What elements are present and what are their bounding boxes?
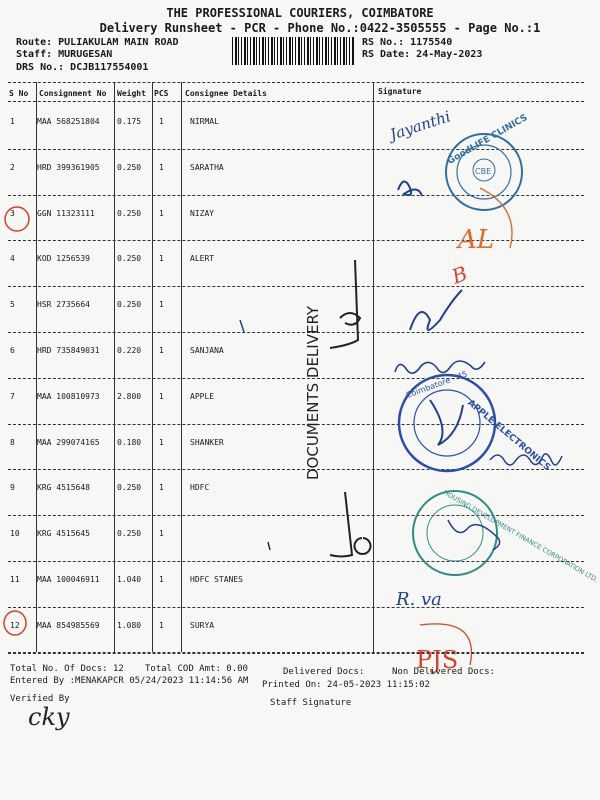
company-title: THE PROFESSIONAL COURIERS, COIMBATORE [166,6,434,20]
bracket-mark-bottom [330,492,371,557]
total-cod: Total COD Amt: 0.00 [145,664,248,674]
col-header-pcs: PCS [154,89,169,98]
pen-mark [240,320,244,332]
signature-row5 [410,290,462,330]
table-bottom-rule [8,652,584,653]
entered-by: Entered By :MENAKAPCR 05/24/2023 11:14:56 AM [10,676,249,686]
row-weight: 1.040 [117,575,142,584]
staff-label: Staff: MURUGESAN [16,49,113,60]
row-consignee: SURYA [190,620,215,630]
row-pcs: 1 [159,346,164,355]
row-consignment-no: GGN 11323111 [37,208,95,218]
row-weight: 0.250 [117,254,142,264]
row-weight: 0.250 [117,300,142,310]
row-pcs: 1 [159,208,164,218]
verified-signature: cky [28,703,70,731]
apple-stamp-city: Coimbatore - 45 [404,369,469,401]
row-sno: 1 [10,117,15,126]
row-consignment-no: MAA 299074165 [37,437,100,447]
row-sno: 4 [10,254,15,264]
delivered-docs: Delivered Docs: [283,667,365,677]
col-header-sno: S No [9,89,29,98]
row-weight: 0.250 [117,162,142,172]
signature-row11: R. va [396,589,442,610]
row-sno: 12 [10,620,20,630]
route-label: Route: PULIAKULAM MAIN ROAD [16,37,179,48]
verified-by-label: Verified By [10,694,70,704]
row-pcs: 1 [159,437,164,447]
goodlife-stamp-center: CBE [475,167,492,176]
row3-orange-mark: AL [458,225,495,255]
row-sno: 6 [10,346,15,355]
goodlife-stamp [446,113,529,210]
row12-circle-mark [4,611,26,635]
rs-date: RS Date: 24-May-2023 [362,49,483,60]
signature-row6 [395,361,485,373]
staff-signature-label: Staff Signature [270,698,352,708]
row3-circle-mark [5,207,29,231]
row-sno: 8 [10,437,15,447]
row-consignee: SANJANA [190,346,224,355]
row-consignee: SHANKER [190,437,224,447]
row-consignment-no: HRD 735849031 [37,346,100,355]
row-consignment-no: HSR 2735664 [37,300,90,310]
row-sno: 7 [10,391,15,401]
row-weight: 0.220 [117,346,142,355]
row-consignment-no: MAA 100810973 [37,391,100,401]
row-pcs: 1 [159,254,164,264]
row-consignment-no: MAA 568251804 [37,117,100,126]
signature-row8 [490,454,562,465]
pen-mark [268,542,270,550]
row-consignment-no: HRD 399361905 [37,162,100,172]
col-header-details: Consignee Details [185,89,267,98]
row-weight: 0.250 [117,529,142,539]
row-weight: 0.250 [117,483,142,493]
housing-stamp-text: HOUSING DEVELOPMENT FINANCE CORPORATION LTD. [442,488,600,585]
row-consignee: APPLE [190,391,215,401]
bracket-mark-top [330,260,360,348]
row12-red-mark: PJS [416,646,459,674]
housing-stamp [413,489,599,584]
row-weight: 0.250 [117,208,142,218]
row4-red-mark: B [448,261,471,289]
row-consignment-no: KRG 4515645 [37,529,90,539]
row-pcs: 1 [159,300,164,310]
signature-row2 [398,181,422,196]
row-consignment-no: KRG 4515648 [37,483,90,493]
row-pcs: 1 [159,391,164,401]
row-consignee: NIZAY [190,208,215,218]
signature-row1: Jayanthi [387,107,453,144]
row-sno: 2 [10,162,15,172]
documents-delivery-stamp: DOCUMENTS DELIVERY [304,305,322,480]
row-weight: 2.800 [117,391,142,401]
row-consignee: ALERT [190,254,215,264]
row-consignee: SARATHA [190,162,224,172]
drs-number: DRS No.: DCJB117554001 [16,62,149,73]
row-pcs: 1 [159,117,164,126]
row-consignee: HDFC [190,483,210,493]
row-pcs: 1 [159,575,164,584]
col-header-consignment: Consignment No [39,89,107,98]
row-weight: 1.080 [117,620,142,630]
row-weight: 0.180 [117,437,142,447]
row-sno: 5 [10,300,15,310]
row-pcs: 1 [159,162,164,172]
col-header-signature: Signature [378,87,422,96]
row-sno: 9 [10,483,15,493]
row-consignment-no: MAA 100046911 [37,575,100,584]
row-sno: 11 [10,575,20,584]
row-pcs: 1 [159,529,164,539]
row-weight: 0.175 [117,117,142,126]
row-pcs: 1 [159,483,164,493]
rs-number: RS No.: 1175540 [362,37,453,48]
row-consignee: NIRMAL [190,117,219,126]
row-sno: 10 [10,529,20,539]
row-pcs: 1 [159,620,164,630]
row-sno: 3 [10,208,15,218]
apple-stamp-name: APPLE ELECTRONICS [465,398,552,474]
runsheet-title: Delivery Runsheet - PCR - Phone No.:0422-3505555 - Page No.:1 [99,21,541,35]
goodlife-stamp-text: GoodLIFE CLINICS [445,112,530,167]
row-consignment-no: MAA 854985569 [37,620,100,630]
non-delivered-docs: Non Delivered Docs: [392,667,495,677]
total-docs: Total No. Of Docs: 12 [10,664,124,674]
row-consignment-no: KOD 1256539 [37,254,90,264]
col-header-weight: Weight [117,89,146,98]
printed-on: Printed On: 24-05-2023 11:15:02 [262,680,430,690]
row-consignee: HDFC STANES [190,575,243,584]
